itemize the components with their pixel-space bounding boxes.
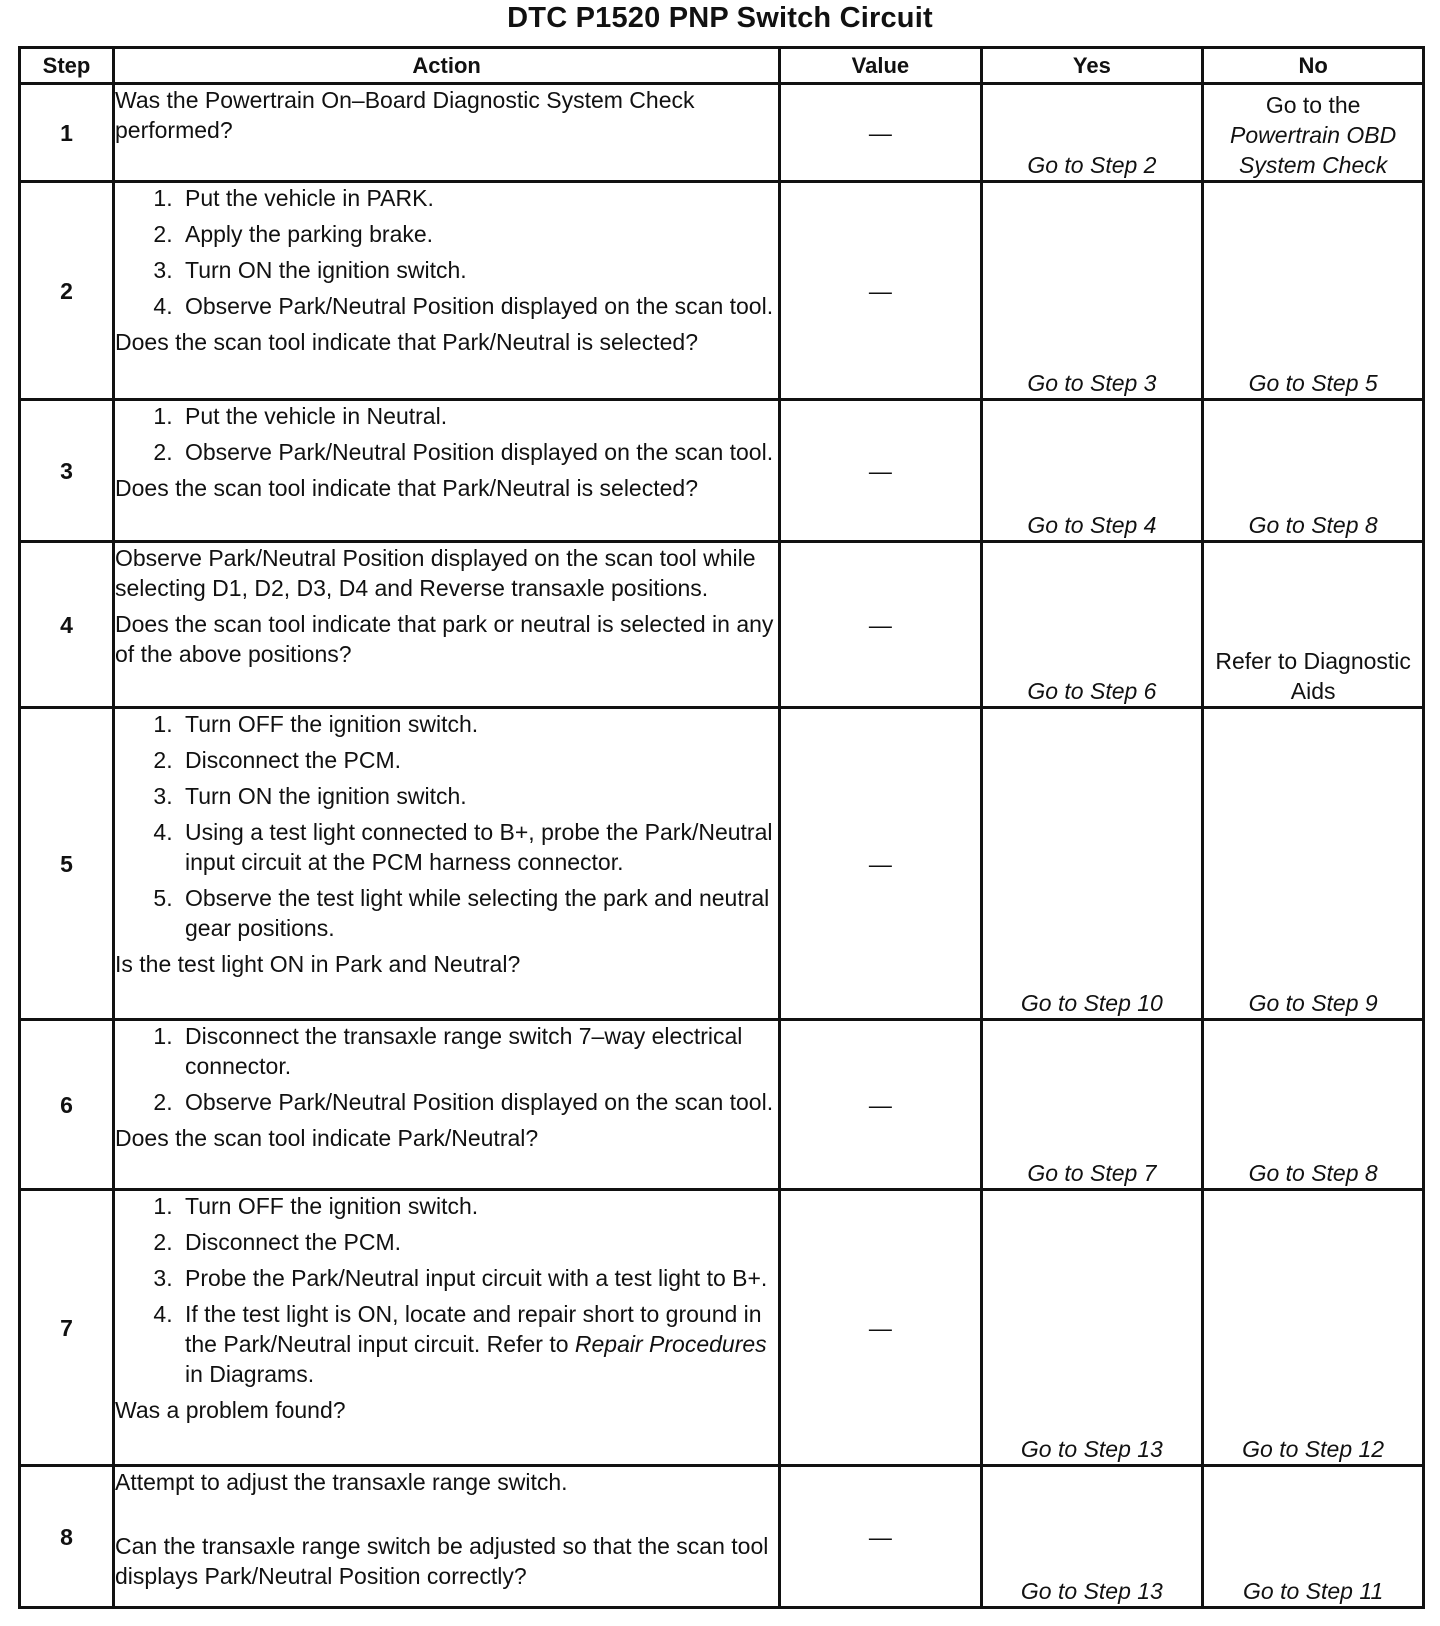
- action-cell: [114, 400, 780, 542]
- step-number: 1: [20, 84, 114, 182]
- header-value: Value: [780, 48, 981, 84]
- step-number: 4: [20, 542, 114, 708]
- step-number: 6: [20, 1020, 114, 1190]
- action-cell: [114, 1190, 780, 1466]
- diagnostic-table: [18, 46, 1425, 1609]
- header-no: No: [1203, 48, 1424, 84]
- action-question: Does the scan tool indicate that Park/Neutral is selected?: [115, 475, 698, 501]
- value-cell: —: [780, 1020, 981, 1190]
- action-question: Is the test light ON in Park and Neutral?: [115, 951, 521, 977]
- action-question: Can the transaxle range switch be adjusted so that the scan tool displays Park/Neutral Position correctly?: [115, 1533, 769, 1589]
- table-row: [20, 1190, 1424, 1466]
- list-item: 1. Disconnect the transaxle range switch 7–way electrical connector.: [179, 1021, 778, 1081]
- action-question: Was a problem found?: [115, 1397, 346, 1423]
- header-yes: Yes: [981, 48, 1203, 84]
- list-item-text: If the test light is ON, locate and repair short to ground in the Park/Neutral input circuit. Refer to: [185, 1301, 762, 1357]
- yes-cell: Go to Step 4: [981, 400, 1203, 542]
- action-text: Was the Powertrain On–Board Diagnostic System Check performed?: [115, 87, 695, 143]
- list-item-text: in Diagrams.: [185, 1361, 315, 1387]
- step-number: 7: [20, 1190, 114, 1466]
- header-step: Step: [20, 48, 114, 84]
- yes-cell: Go to Step 13: [981, 1190, 1203, 1466]
- value-cell: —: [780, 542, 981, 708]
- no-cell: Go to Step 5: [1203, 182, 1424, 400]
- value-cell: —: [780, 182, 981, 400]
- action-steps-list: [115, 1191, 778, 1389]
- list-item: 1. Put the vehicle in Neutral.: [179, 401, 778, 431]
- yes-cell: Go to Step 7: [981, 1020, 1203, 1190]
- no-cell: Go to Step 8: [1203, 400, 1424, 542]
- no-cell: Go to Step 8: [1203, 1020, 1424, 1190]
- spacer: [115, 1497, 778, 1531]
- action-steps-list: [115, 709, 778, 943]
- table-row: [20, 84, 1424, 182]
- table-row: [20, 708, 1424, 1020]
- action-cell: [114, 182, 780, 400]
- no-cell: Refer to Diagnostic Aids: [1203, 542, 1424, 708]
- list-item: 1. Turn OFF the ignition switch.: [179, 709, 778, 739]
- value-cell: —: [780, 708, 981, 1020]
- no-text: Go to the: [1265, 92, 1361, 118]
- list-item: 2. Observe Park/Neutral Position displayed on the scan tool.: [179, 437, 778, 467]
- action-cell: [114, 542, 780, 708]
- list-item: 3. Probe the Park/Neutral input circuit with a test light to B+.: [179, 1263, 778, 1293]
- action-cell: [114, 84, 780, 182]
- action-steps-list: [115, 183, 778, 321]
- table-row: [20, 1020, 1424, 1190]
- table-row: [20, 542, 1424, 708]
- action-cell: [114, 708, 780, 1020]
- yes-cell: Go to Step 13: [981, 1466, 1203, 1608]
- action-question: Does the scan tool indicate that park or neutral is selected in any of the above positions?: [115, 611, 774, 667]
- step-number: 5: [20, 708, 114, 1020]
- no-cell: Go to Step 12: [1203, 1190, 1424, 1466]
- step-number: 8: [20, 1466, 114, 1608]
- list-item: [179, 1299, 778, 1389]
- no-cell: Go to Step 9: [1203, 708, 1424, 1020]
- value-cell: —: [780, 1466, 981, 1608]
- action-cell: [114, 1466, 780, 1608]
- list-item: 2. Disconnect the PCM.: [179, 1227, 778, 1257]
- list-item: 2. Disconnect the PCM.: [179, 745, 778, 775]
- action-cell: [114, 1020, 780, 1190]
- action-question: Does the scan tool indicate Park/Neutral?: [115, 1125, 539, 1151]
- yes-cell: Go to Step 6: [981, 542, 1203, 708]
- yes-cell: Go to Step 3: [981, 182, 1203, 400]
- step-number: 2: [20, 182, 114, 400]
- action-steps-list: [115, 1021, 778, 1117]
- value-cell: —: [780, 1190, 981, 1466]
- header-row: [20, 48, 1424, 84]
- list-item: 2. Observe Park/Neutral Position displayed on the scan tool.: [179, 1087, 778, 1117]
- repair-procedures-reference: Repair Procedures: [574, 1331, 767, 1357]
- page-title: DTC P1520 PNP Switch Circuit: [507, 2, 933, 34]
- action-text: Observe Park/Neutral Position displayed on the scan tool while selecting D1, D2, D3, D4 and Reverse transaxle positions.: [115, 545, 756, 601]
- no-cell: Go to Step 11: [1203, 1466, 1424, 1608]
- header-action: Action: [114, 48, 780, 84]
- yes-cell: Go to Step 2: [981, 84, 1203, 182]
- list-item: 4. Using a test light connected to B+, probe the Park/Neutral input circuit at the PCM harness connector.: [179, 817, 778, 877]
- no-text-italic: Powertrain OBD System Check: [1230, 122, 1397, 178]
- list-item: 3. Turn ON the ignition switch.: [179, 255, 778, 285]
- table-row: [20, 182, 1424, 400]
- table-row: [20, 400, 1424, 542]
- list-item: 2. Apply the parking brake.: [179, 219, 778, 249]
- value-cell: —: [780, 84, 981, 182]
- list-item: 1. Turn OFF the ignition switch.: [179, 1191, 778, 1221]
- list-item: 3. Turn ON the ignition switch.: [179, 781, 778, 811]
- list-item: 4. Observe Park/Neutral Position displayed on the scan tool.: [179, 291, 778, 321]
- table-row: [20, 1466, 1424, 1608]
- action-question: Does the scan tool indicate that Park/Neutral is selected?: [115, 329, 698, 355]
- value-cell: —: [780, 400, 981, 542]
- no-cell: [1203, 84, 1424, 182]
- list-item: 5. Observe the test light while selecting the park and neutral gear positions.: [179, 883, 778, 943]
- action-steps-list: [115, 401, 778, 467]
- list-item: 1. Put the vehicle in PARK.: [179, 183, 778, 213]
- action-text: Attempt to adjust the transaxle range switch.: [115, 1469, 568, 1495]
- yes-cell: Go to Step 10: [981, 708, 1203, 1020]
- step-number: 3: [20, 400, 114, 542]
